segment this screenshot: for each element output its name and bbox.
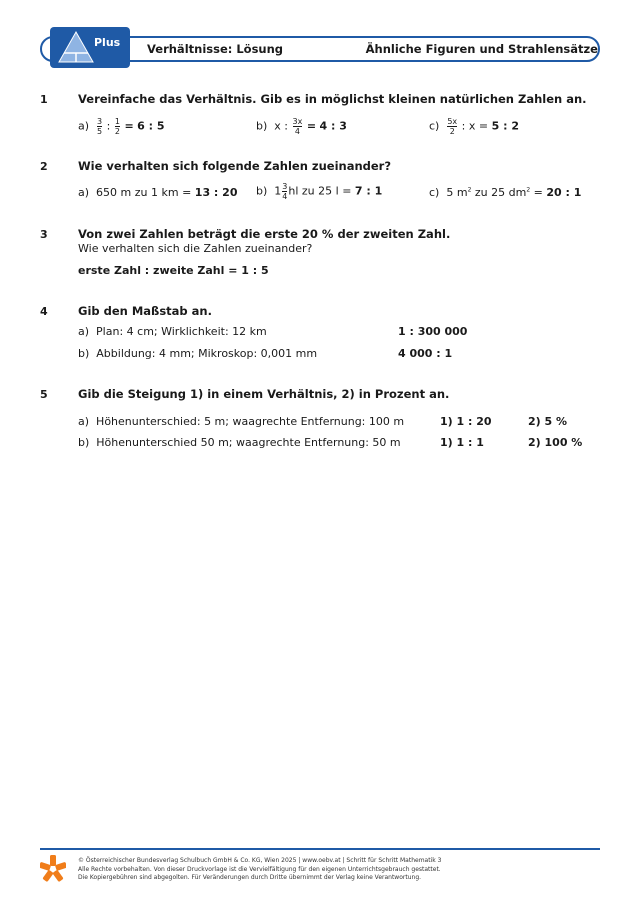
task-4b: b) Abbildung: 4 mm; Mikroskop: 0,001 mm: [78, 347, 318, 360]
answer: 13 : 20: [194, 186, 238, 199]
task-title: Gib die Steigung 1) in einem Verhältnis, 2) in Prozent an.: [78, 387, 450, 401]
chapter-title: Ähnliche Figuren und Strahlensätze: [365, 42, 598, 56]
task-title: Von zwei Zahlen beträgt die erste 20 % der zweiten Zahl.: [78, 227, 451, 241]
answer: 1 : 300 000: [398, 325, 468, 338]
task-2c: c) 5 $m^2$ zu 25 $dm^2 = 20$ : 1: [429, 186, 582, 199]
fraction: $\frac{1}{2}$: [114, 117, 120, 136]
task-number: 3: [40, 228, 48, 241]
footer-divider: [40, 848, 600, 850]
copyright-notice: © Österreichischer Bundesverlag Schulbuch GmbH & Co. KG, Wien 2025 | www.oebv.at | Schritt für Schritt Mathematik 3 Alle Rechte vorbehalten. Von dieser Druckvorlage ist die Vervielfältigung für den eigenen Unterrichtsgebrauch gestattet. Die Kopiergebühren sind abgegolten. Für Veränderungen durch Dritte übernimmt der Verlag keine Verantwortung.: [78, 857, 442, 881]
answer: 7 : 1: [354, 184, 383, 198]
task-subtitle: Wie verhalten sich die Zahlen zueinander?: [78, 242, 313, 255]
task-number: 5: [40, 388, 48, 401]
task-2a: a) 650 m zu 1 km = 13 : 20: [78, 186, 238, 199]
logo-label: Plus: [94, 36, 121, 49]
fraction: $\frac{3}{4}$: [282, 182, 288, 201]
task-number: 1: [40, 93, 48, 106]
answer: 4 000 : 1: [398, 347, 453, 360]
answer: 4 : 3: [319, 119, 347, 133]
answer: erste Zahl : zweite Zahl = 1 : 5: [78, 264, 269, 277]
task-title: Gib den Maßstab an.: [78, 304, 212, 318]
task-1b: b) x : $\frac{3x}{4}$ = 4 : 3: [256, 117, 347, 136]
answer-ratio: 1) 1 : 1: [440, 436, 484, 449]
item-label: a): [78, 119, 90, 133]
task-5b: b) Höhenunterschied 50 m; waagrechte Entfernung: 50 m: [78, 436, 401, 449]
task-2b: b) 1 $\frac{3}{4}$ hl zu 25 l = 7 : 1: [256, 182, 383, 201]
worksheet-title: Verhältnisse: Lösung: [147, 42, 284, 56]
task-1c: c) $\frac{5x}{2}$ : x = 5 : 2: [429, 117, 519, 136]
fraction: $\frac{5x}{2}$: [447, 117, 458, 136]
task-number: 2: [40, 160, 48, 173]
fraction: $\frac{3x}{4}$: [292, 117, 303, 136]
task-title: Wie verhalten sich folgende Zahlen zueinander?: [78, 159, 392, 173]
answer-percent: 2) 100 %: [528, 436, 583, 449]
answer-ratio: 1) 1 : 20: [440, 415, 492, 428]
task-4a: a) Plan: 4 cm; Wirklichkeit: 12 km: [78, 325, 267, 338]
task-title: Vereinfache das Verhältnis. Gib es in möglichst kleinen natürlichen Zahlen an.: [78, 92, 587, 106]
fraction: $\frac{3}{5}$: [97, 117, 103, 136]
answer: 5 : 2: [491, 119, 519, 133]
answer: 6 : 5: [137, 119, 165, 133]
task-5a: a) Höhenunterschied: 5 m; waagrechte Entfernung: 100 m: [78, 415, 405, 428]
publisher-logo-icon: [40, 855, 66, 887]
answer: 20 : 1: [546, 186, 582, 199]
task-1a: a) $\frac{3}{5}$ : $\frac{1}{2}$ = 6 : 5: [78, 117, 165, 136]
task-number: 4: [40, 305, 48, 318]
answer-percent: 2) 5 %: [528, 415, 568, 428]
